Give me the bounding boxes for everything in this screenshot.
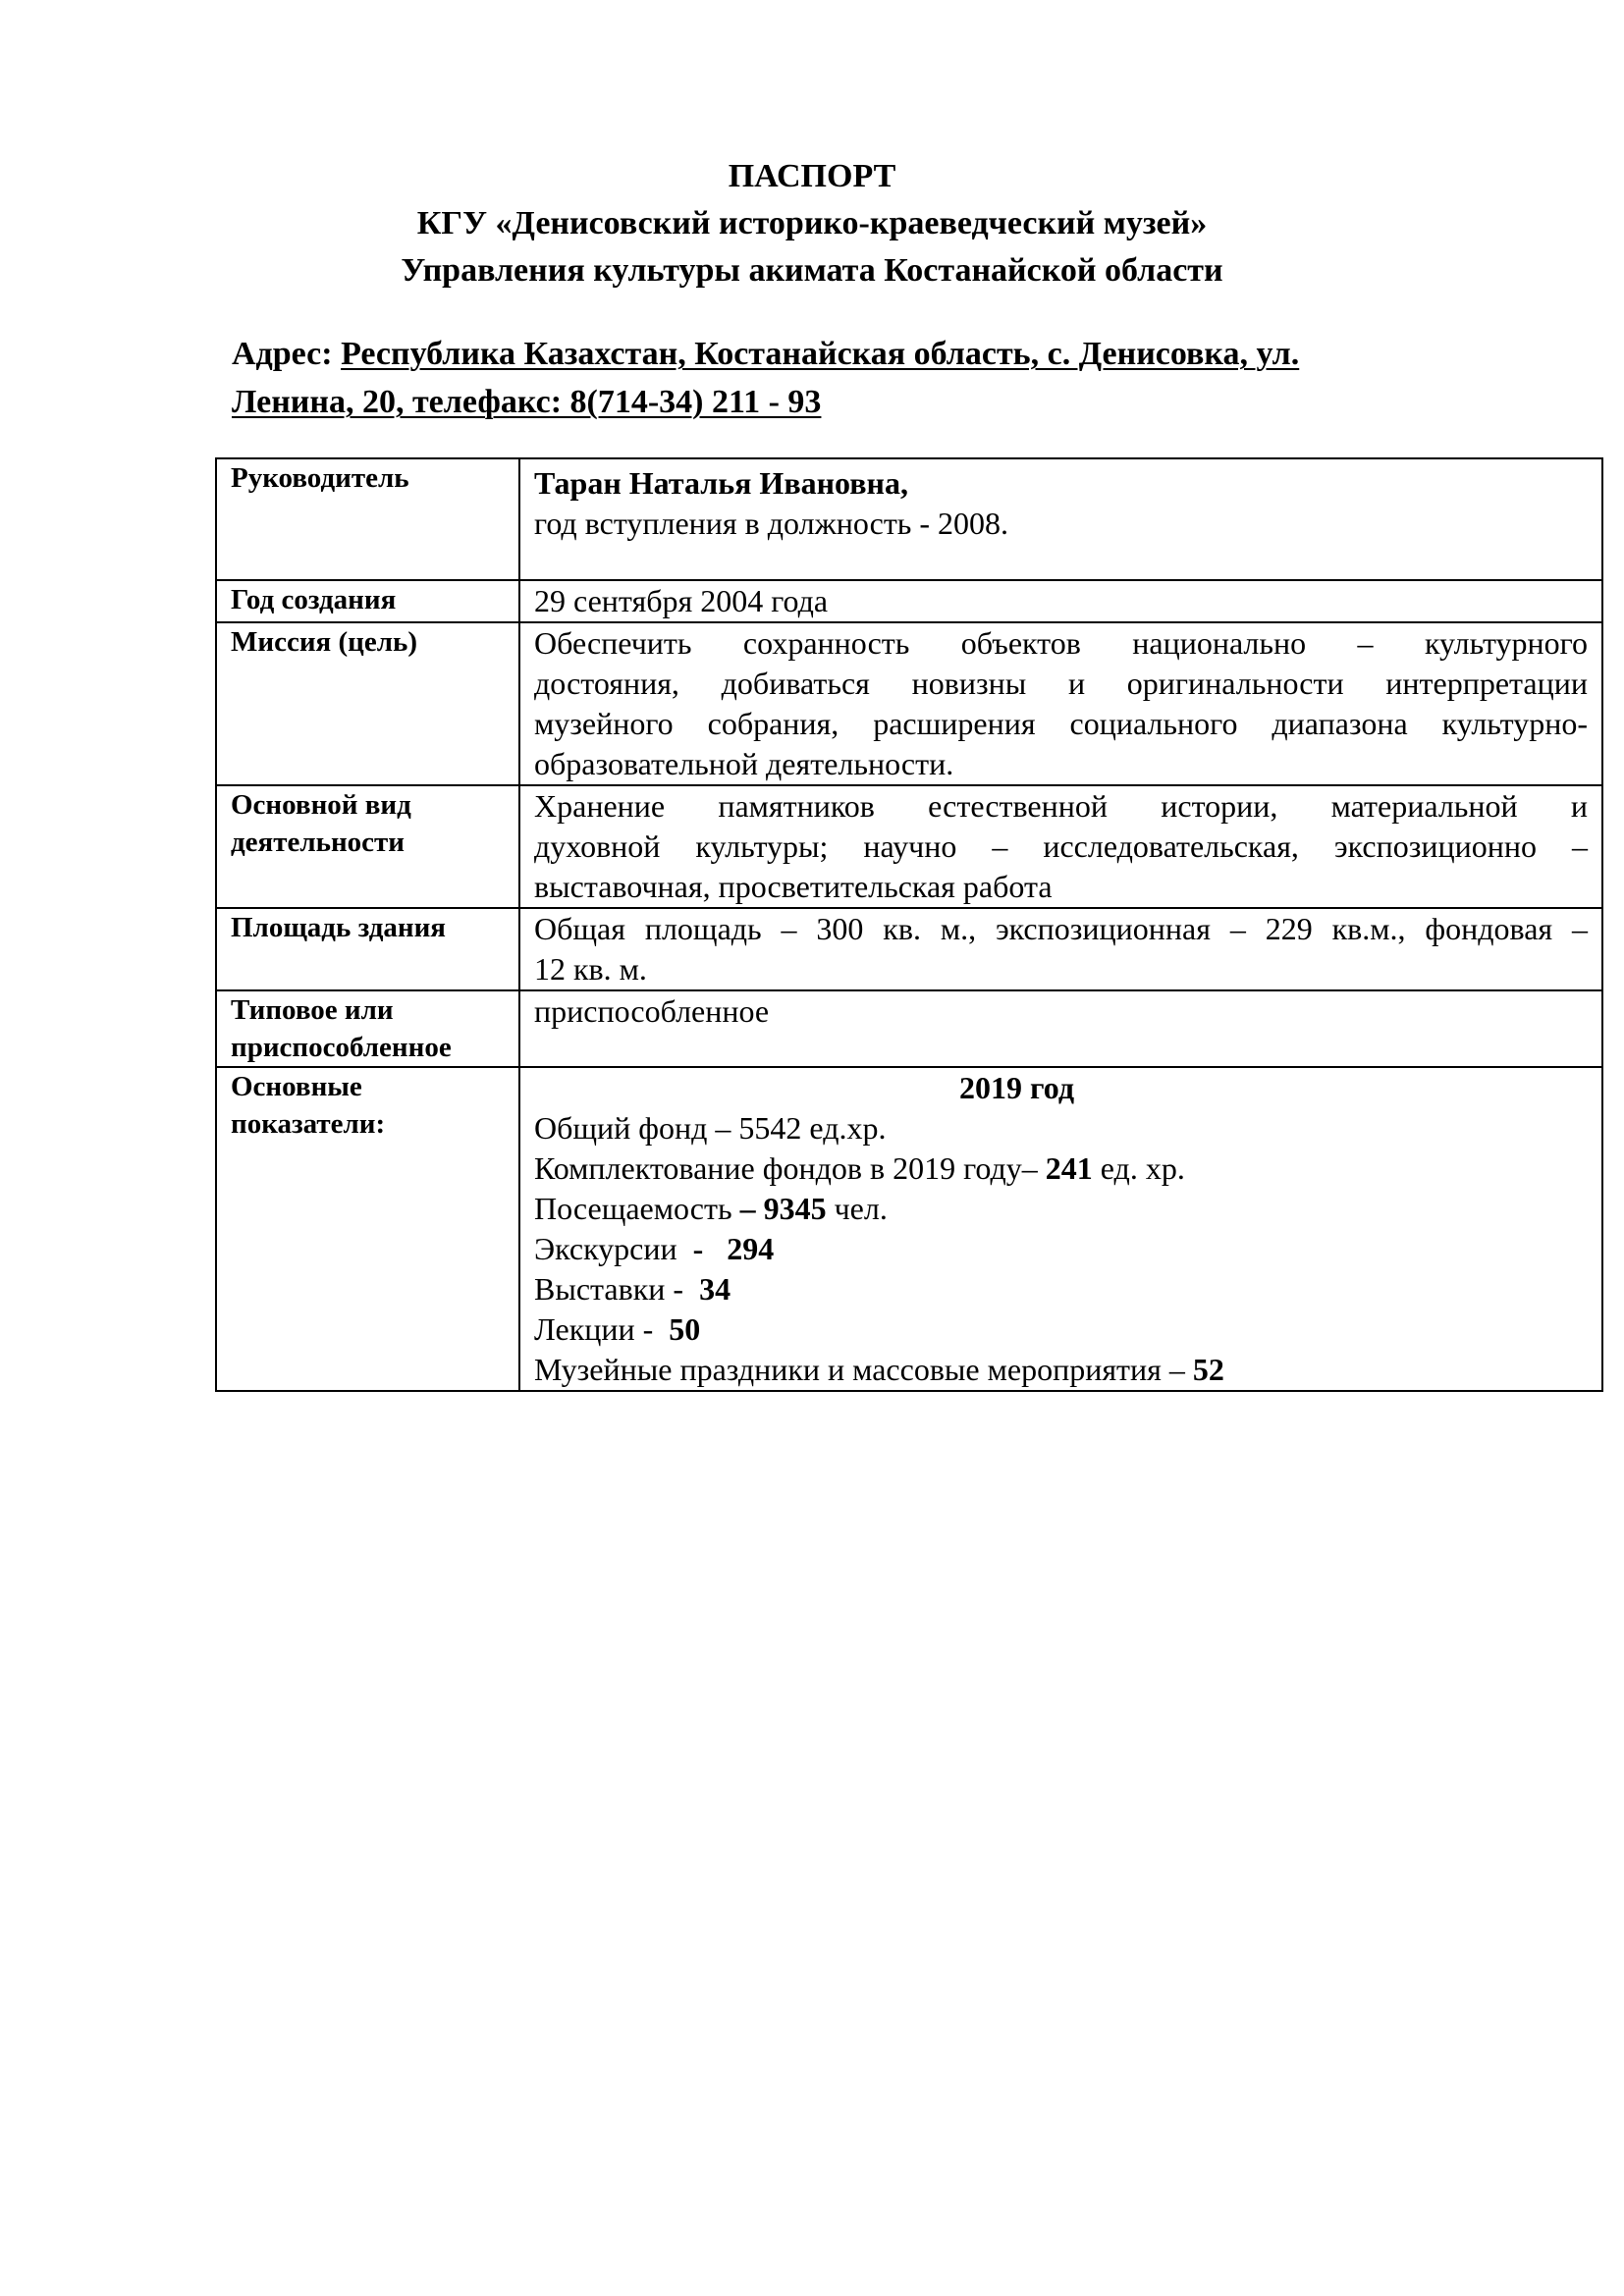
address-block (232, 330, 1508, 426)
activity-line-3: выставочная, просветительская работа (534, 869, 1053, 904)
mission-line-2: достояния, добиваться новизны и оригинальности интерпретации (534, 666, 1588, 701)
table-row-mission (216, 622, 1602, 785)
indicator-exhibitions: Выставки - 34 (534, 1271, 731, 1307)
founded-label: Год создания (216, 580, 519, 622)
indicators-year: 2019 год (959, 1070, 1074, 1105)
director-name: Таран Наталья Ивановна, (534, 465, 908, 501)
area-value (519, 908, 1602, 990)
department-name: Управления культуры акимата Костанайской области (401, 252, 1223, 289)
table-row-building-type (216, 990, 1602, 1067)
table-row-director (216, 458, 1602, 580)
activity-label: Основной вид деятельности (216, 785, 519, 908)
director-value (519, 458, 1602, 580)
building-type-label: Типовое или приспособленное (216, 990, 519, 1067)
passport-table (215, 457, 1603, 1392)
mission-label: Миссия (цель) (216, 622, 519, 785)
mission-line-3: музейного собрания, расширения социального диапазона культурно- (534, 706, 1588, 741)
document-header (0, 153, 1624, 294)
director-label: Руководитель (216, 458, 519, 580)
address-line-1 (232, 330, 1508, 378)
table-row-founded (216, 580, 1602, 622)
founded-value: 29 сентября 2004 года (519, 580, 1602, 622)
mission-line-1: Обеспечить сохранность объектов национально – культурного (534, 625, 1588, 661)
table-row-indicators (216, 1067, 1602, 1391)
table-row-activity (216, 785, 1602, 908)
indicator-tours: Экскурсии - 294 (534, 1231, 775, 1266)
indicators-label: Основные показатели: (216, 1067, 519, 1391)
activity-value (519, 785, 1602, 908)
table-row-area (216, 908, 1602, 990)
indicator-visits: Посещаемость – 9345 чел. (534, 1191, 888, 1226)
mission-line-4: образовательной деятельности. (534, 746, 954, 781)
area-line-1: Общая площадь – 300 кв. м., экспозиционная – 229 кв.м., фондовая – (534, 911, 1588, 946)
director-since: год вступления в должность - 2008. (534, 506, 1009, 541)
indicator-acquisition: Комплектование фондов в 2019 году– 241 ед. хр. (534, 1150, 1185, 1186)
activity-line-2: духовной культуры; научно – исследовательская, экспозиционно – (534, 828, 1588, 864)
organization-name: КГУ «Денисовский историко-краеведческий музей» (416, 205, 1208, 241)
indicator-lectures: Лекции - 50 (534, 1311, 701, 1347)
address-text-1: Республика Казахстан, Костанайская область, с. Денисовка, ул. (341, 336, 1300, 372)
indicators-value (519, 1067, 1602, 1391)
indicator-events: Музейные праздники и массовые мероприятия – 52 (534, 1352, 1224, 1387)
activity-line-1: Хранение памятников естественной истории, материальной и (534, 788, 1588, 824)
mission-value (519, 622, 1602, 785)
address-line-2 (232, 378, 1508, 426)
address-text-2: Ленина, 20, телефакс: 8(714-34) 211 - 93 (232, 384, 822, 420)
area-label: Площадь здания (216, 908, 519, 990)
area-line-2: 12 кв. м. (534, 951, 647, 987)
document-title: ПАСПОРТ (728, 158, 896, 194)
building-type-value: приспособленное (519, 990, 1602, 1067)
indicator-fund: Общий фонд – 5542 ед.хр. (534, 1110, 887, 1146)
address-label: Адрес: (232, 336, 342, 372)
